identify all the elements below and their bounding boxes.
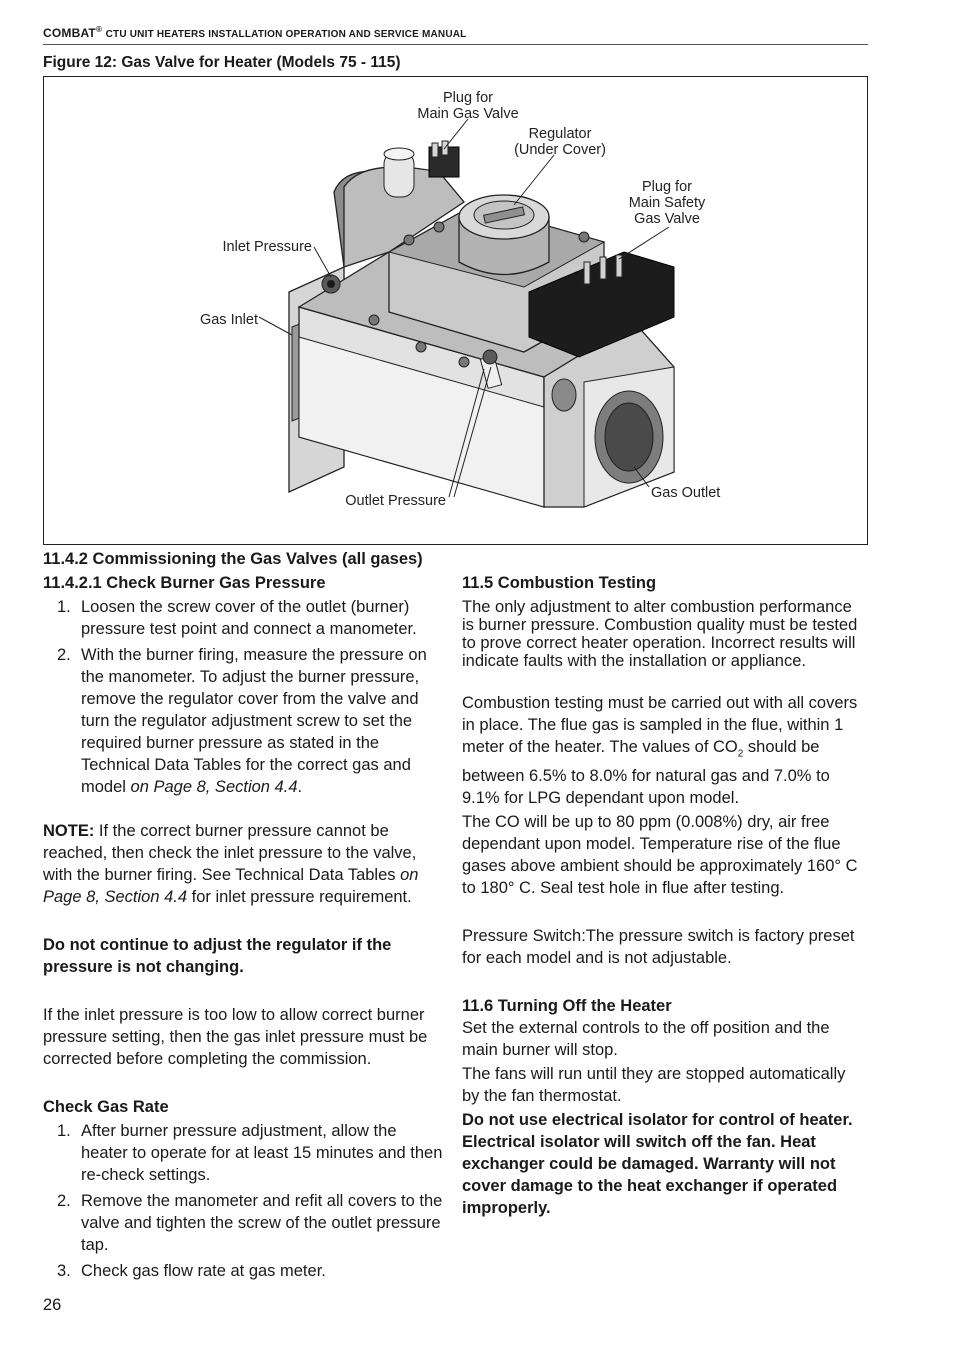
turning-off-paragraph-1: Set the external controls to the off position and the main burner will stop.	[462, 1019, 830, 1060]
page-number: 26	[43, 1296, 62, 1314]
list-number: 1.	[57, 1122, 71, 1140]
list-item	[43, 644, 445, 798]
figure-title: Figure 12: Gas Valve for Heater (Models 75 - 115)	[43, 54, 401, 71]
list-number: 2.	[57, 1192, 71, 1210]
regulator-warning: Do not continue to adjust the regulator if the pressure is not changing.	[43, 936, 392, 976]
gas-valve-illustration	[44, 77, 869, 546]
label-plug-safety-1: Plug for	[642, 179, 692, 195]
combustion-paragraph-1: The only adjustment to alter combustion performance is burner pressure. Combustion quality must be tested to prove correct heater operation. Incorrect results will indicate faults with the installation or appliance.	[462, 598, 858, 670]
note-label: NOTE:	[43, 822, 95, 840]
list-number: 1.	[57, 598, 71, 616]
heading-11-5: 11.5 Combustion Testing	[462, 574, 657, 592]
list-text: After burner pressure adjustment, allow the heater to operate for at least 15 minutes and then re-check settings.	[81, 1122, 443, 1184]
list-text: Loosen the screw cover of the outlet (burner) pressure test point and connect a manometer.	[81, 598, 417, 638]
list-number: 3.	[57, 1262, 71, 1280]
label-gas-outlet: Gas Outlet	[651, 485, 721, 501]
list-item	[43, 1190, 445, 1256]
label-gas-inlet: Gas Inlet	[199, 312, 258, 328]
note-text: If the correct burner pressure cannot be reached, then check the inlet pressure to the valve, with the burner firing. See Technical Data Tables	[43, 822, 417, 884]
inlet-pressure-paragraph: If the inlet pressure is too low to allow correct burner pressure setting, then the gas inlet pressure must be corrected before completing the commission.	[43, 1006, 428, 1068]
list-item	[43, 596, 445, 640]
header-reg: ®	[95, 25, 103, 34]
note-text-end: for inlet pressure requirement.	[187, 888, 412, 906]
list-text: Remove the manometer and refit all covers to the valve and tighten the screw of the outlet pressure tap.	[81, 1192, 443, 1254]
combustion-text-cont: should be between 6.5% to 8.0% for natural gas and 7.0% to 9.1% for LPG dependant upon model.	[462, 738, 830, 808]
list-text: With the burner firing, measure the pressure on the manometer. To adjust the burner pressure, remove the regulator cover from the valve and turn the regulator adjustment screw to set the required burner pressure as stated in the Technical Data Tables for the correct gas and model	[81, 646, 427, 796]
header-title: CTU UNIT HEATERS INSTALLATION OPERATION AND SERVICE MANUAL	[105, 29, 467, 40]
combustion-paragraph-2	[462, 692, 867, 809]
gas-valve-drawing	[289, 141, 674, 507]
list-text-end: .	[297, 778, 303, 796]
co2-subscript: 2	[737, 748, 744, 760]
label-outlet-pressure: Outlet Pressure	[345, 493, 446, 509]
note-reference: on Page 8, Section 4.4	[43, 866, 419, 906]
heading-check-gas-rate: Check Gas Rate	[43, 1098, 169, 1116]
heading-11-6: 11.6 Turning Off the Heater	[462, 997, 672, 1016]
right-column	[462, 572, 867, 1219]
heading-11-4-2-1: 11.4.2.1 Check Burner Gas Pressure	[43, 574, 326, 592]
combustion-paragraph-3: The CO will be up to 80 ppm (0.008%) dry, air free dependant upon model. Temperature rise of the flue gases above ambient should be approximately 160° C to 180° C. Seal test hole in flue after testing.	[462, 813, 858, 898]
label-plug-main-1: Plug for	[443, 90, 493, 106]
running-header	[43, 25, 868, 45]
turning-off-paragraph-2: The fans will run until they are stopped automatically by the fan thermostat.	[462, 1065, 846, 1106]
label-regulator-1: Regulator	[528, 126, 592, 142]
list-text: Check gas flow rate at gas meter.	[81, 1262, 326, 1280]
label-regulator-2: (Under Cover)	[514, 142, 606, 158]
label-plug-safety-2: Main Safety	[628, 195, 706, 211]
label-plug-safety-3: Gas Valve	[634, 211, 700, 227]
section-heading-11-4-2: 11.4.2 Commissioning the Gas Valves (all gases)	[43, 550, 423, 568]
list-number: 2.	[57, 646, 71, 664]
label-plug-main-2: Main Gas Valve	[417, 106, 519, 122]
section-reference: on Page 8, Section 4.4	[130, 778, 298, 796]
note-paragraph	[43, 820, 445, 908]
list-item	[43, 1260, 445, 1282]
list-item	[43, 1120, 445, 1186]
burner-pressure-steps	[43, 596, 445, 798]
label-inlet-pressure: Inlet Pressure	[222, 239, 312, 255]
combustion-text: Combustion testing must be carried out with all covers in place. The flue gas is sampled in the flue, within 1 meter of the heater. The values of CO	[462, 694, 858, 756]
figure-frame	[43, 76, 868, 545]
left-column	[43, 572, 445, 1286]
pressure-switch-paragraph: Pressure Switch:The pressure switch is factory preset for each model and is not adjustable.	[462, 927, 855, 968]
header-brand: COMBAT	[43, 26, 96, 40]
gas-rate-steps	[43, 1120, 445, 1282]
isolator-warning: Do not use electrical isolator for control of heater. Electrical isolator will switch off the fan. Heat exchanger could be damaged. Warranty will not cover damage to the heat exchanger if operated improperly.	[462, 1111, 853, 1218]
